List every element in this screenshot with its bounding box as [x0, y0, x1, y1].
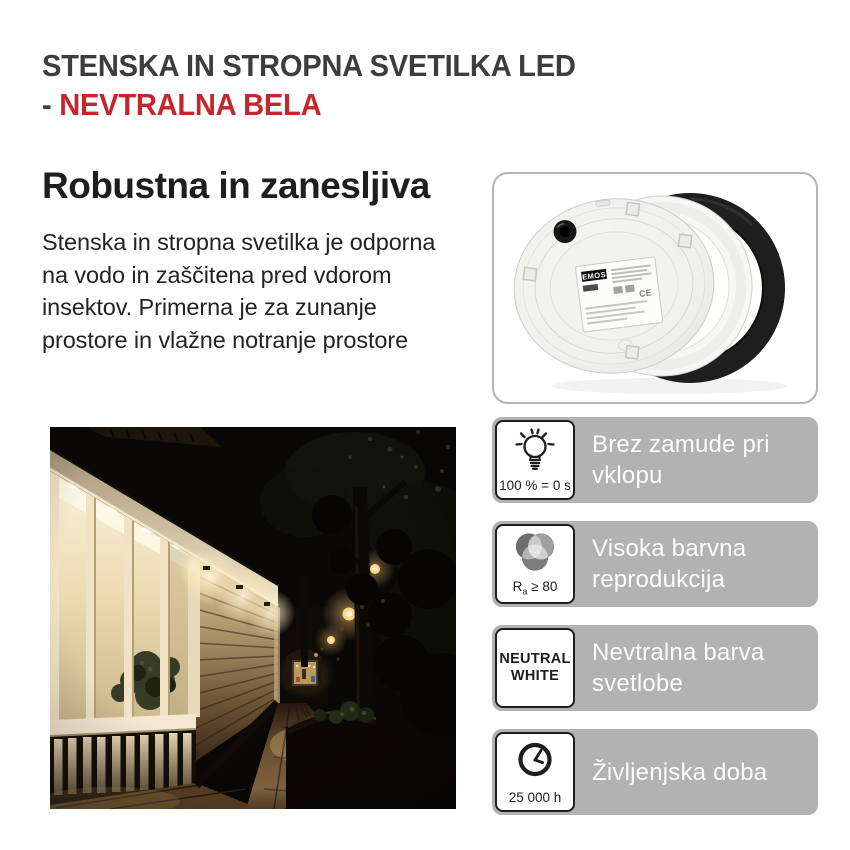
neutral-white-line1: NEUTRAL — [499, 651, 571, 667]
lifetime-badge: 25 000 h — [508, 790, 562, 805]
feature-list — [492, 417, 818, 833]
feature-row-lifetime — [492, 729, 818, 815]
color-rendering-icon-box — [495, 524, 575, 604]
feature-label: Življenjska doba — [592, 758, 768, 786]
lifetime-icon-box — [495, 732, 575, 812]
feature-label: Visoka barvna reprodukcija — [592, 535, 747, 593]
product-image-box — [492, 172, 818, 404]
instant-on-badge: 100 % = 0 s — [499, 478, 571, 493]
color-rendering-circles-icon — [497, 526, 573, 579]
product-label — [575, 257, 662, 332]
feature-label: Brez zamude pri vklopu — [592, 431, 770, 489]
intro-heading: Robustna in zanesljiva — [42, 165, 430, 206]
title-accent: NEVTRALNA BELA — [59, 87, 322, 122]
emos-logo-text: EMOS — [581, 269, 607, 282]
feature-row-neutral-white — [492, 625, 818, 711]
ce-mark: CE — [638, 287, 653, 299]
intro-body: Stenska in stropna svetilka je odporna na vodo in zaščitena pred vdorom insektov. Primerna je za zunanje prostore in vlažne notranje prostore — [42, 229, 436, 353]
night-building-photo — [50, 427, 456, 809]
title-dash: - — [42, 87, 52, 122]
neutral-white-line2: WHITE — [510, 668, 560, 684]
feature-row-instant-on — [492, 417, 818, 503]
lamp-back-illustration — [494, 174, 816, 402]
feature-label: Nevtralna barva svetlobe — [592, 639, 765, 697]
clock-icon — [497, 734, 573, 790]
feature-row-color-rendering — [492, 521, 818, 607]
color-rendering-badge: $R_a \ge 80$ — [512, 579, 558, 597]
instant-on-icon-box — [495, 420, 575, 500]
lightbulb-rays-icon — [497, 422, 573, 478]
neutral-white-badge — [495, 628, 575, 708]
page-title — [42, 46, 576, 124]
title-line1: STENSKA IN STROPNA SVETILKA LED — [42, 48, 576, 83]
